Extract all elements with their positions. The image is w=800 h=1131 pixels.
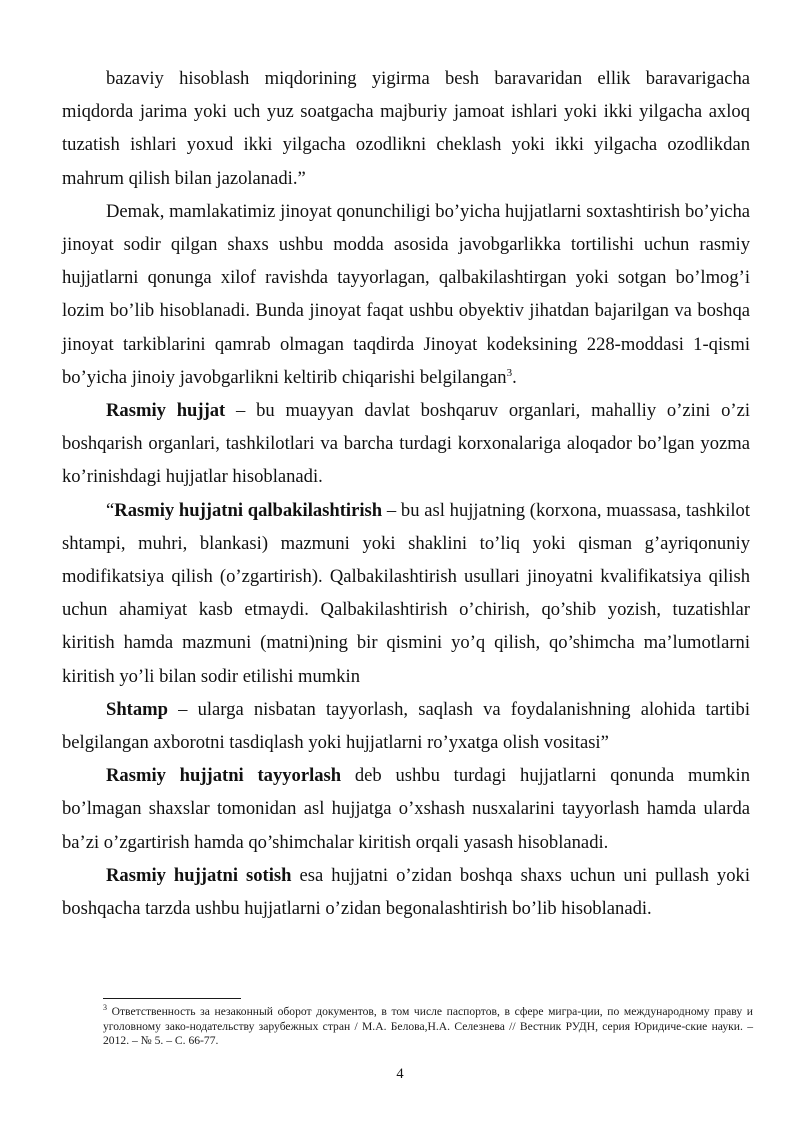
paragraph-qalbakilashtirish-definition xyxy=(62,494,750,693)
paragraph-shtamp-definition xyxy=(62,693,750,759)
paragraph-sotish-definition xyxy=(62,859,750,925)
paragraph-rasmiy-hujjat-definition xyxy=(62,394,750,494)
bold-term: Rasmiy hujjat xyxy=(106,400,226,422)
text-run: bazaviy hisoblash miqdorining yigirma besh baravaridan ellik baravarigacha miqdorda jarima yoki uch yuz soatgacha majburiy jamoat ishlari yoki ikki yilgacha axloq tuzatish ishlari yoxud ikki yilgacha ozodlikni cheklash yoki ikki yilgacha ozodlikdan mahrum qilish bilan jazolanadi.” xyxy=(62,68,750,189)
paragraph-tayyorlash-definition xyxy=(62,759,750,859)
footnote-area xyxy=(103,998,753,1049)
text-run: – bu asl hujjatning (korxona, muassasa, tashkilot shtampi, muhri, blankasi) mazmuni yoki shaklini to’liq yoki qisman g’ayriqonuniy modifikatsiya qilish (o’zgartirish). Qalbakilashtirish usullari jinoyatni kvalifikatsiya qilish uchun ahamiyat kasb etmaydi. Qalbakilashtirish o’chirish, qo’shib yozish, tuzatishlar kiritish hamda mazmuni (matni)ning bir qismini yo’q qilish, qo’shimcha ma’lumotlarni kiritish yo’li bilan sodir etilishi mumkin xyxy=(62,499,750,687)
footnote-body: Ответственность за незаконный оборот документов, в том числе паспортов, в сфере мигра-ции, по международному праву и уголовному зако-нодательству зарубежных стран / М.А. Белова,Н.А. Селезнева // Вестник РУДН, серия Юридиче-ские науки. – 2012. – № 5. – С. 66-77. xyxy=(103,1005,753,1048)
bold-term: Rasmiy hujjatni qalbakilashtirish xyxy=(114,499,383,521)
bold-term: Rasmiy hujjatni tayyorlash xyxy=(106,765,342,787)
page-body-text xyxy=(62,62,750,925)
text-run: deb ushbu turdagi hujjatlarni qonunda mumkin bo’lmagan shaxslar tomonidan asl hujjatga o’xshash nusxalarini tayyorlash hamda ularda ba’zi o’zgartirish hamda qo’shimchalar kiritish orqali yasash hisoblanadi. xyxy=(62,765,750,853)
paragraph-demak xyxy=(62,195,750,394)
bold-term: Rasmiy hujjatni sotish xyxy=(106,864,292,886)
footnote-reference: 3 xyxy=(506,366,513,379)
text-run: . xyxy=(512,366,517,388)
footnote-entry xyxy=(103,1005,753,1049)
text-run: “ xyxy=(106,499,115,521)
page-number: 4 xyxy=(396,1066,404,1082)
footnote-separator-rule xyxy=(103,998,241,999)
text-run: esa hujjatni o’zidan boshqa shaxs uchun uni pullash yoki boshqacha tarzda ushbu hujjatlarni o’zidan begonalashtirish bo’lib hisoblanadi. xyxy=(62,864,750,920)
text-run: – ularga nisbatan tayyorlash, saqlash va foydalanishning alohida tartibi belgilangan axborotni tasdiqlash yoki hujjatlarni ro’yxatga olish vositasi” xyxy=(62,698,750,754)
bold-term: Shtamp xyxy=(106,698,169,720)
text-run: – bu muayyan davlat boshqaruv organlari, mahalliy o’zini o’zi boshqarish organlari, tashkilotlari va barcha turdagi korxonalariga aloqador bo’lgan yozma ko’rinishdagi hujjatlar hisoblanadi. xyxy=(62,400,750,488)
footnote-marker: 3 xyxy=(103,1003,107,1013)
paragraph-sanction xyxy=(62,62,750,195)
text-run: Demak, mamlakatimiz jinoyat qonunchiligi bo’yicha hujjatlarni soxtashtirish bo’yicha jinoyat sodir qilgan shaxs ushbu modda asosida javobgarlikka tortilishi uchun rasmiy hujjatlarni qonunga xilof ravishda tayyorlagan, qalbakilashtirgan yoki sotgan bo’lmog’i lozim bo’lib hisoblanadi. Bunda jinoyat faqat ushbu obyektiv jihatdan bajarilgan va boshqa jinoyat tarkiblarini qamrab olmagan taqdirda Jinoyat kodeksining 228-moddasi 1-qismi bo’yicha jinoiy javobgarlikni keltirib chiqarishi belgilangan xyxy=(62,200,750,388)
